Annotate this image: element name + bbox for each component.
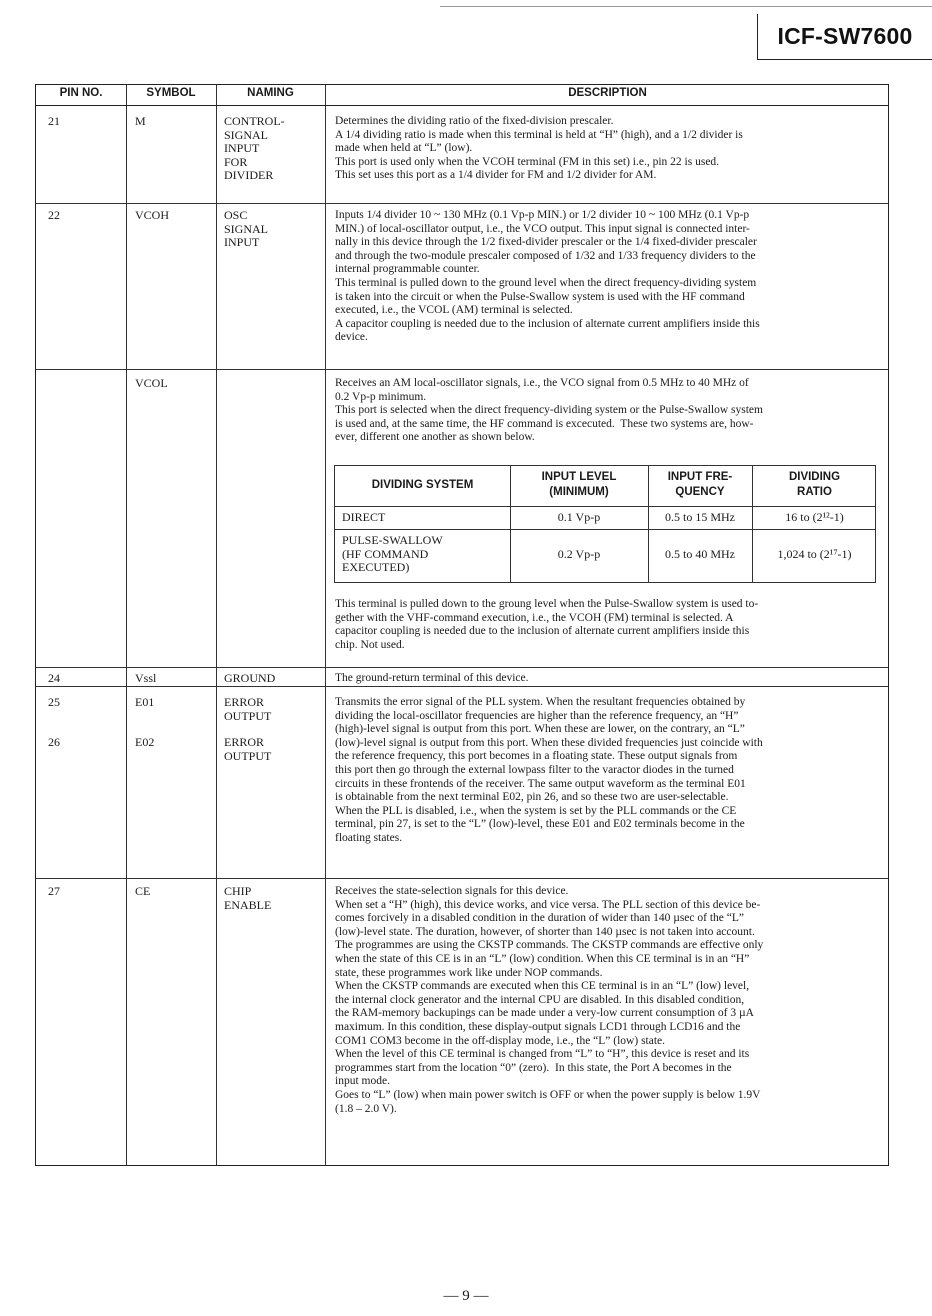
description: The ground-return terminal of this device. — [335, 672, 529, 684]
row-divider — [36, 203, 888, 204]
header-divider — [36, 105, 888, 106]
naming: ERROR OUTPUT — [224, 735, 272, 763]
table-header-cell: DIVIDING SYSTEM — [371, 479, 474, 491]
page-number: — 9 — — [443, 1288, 489, 1304]
symbol: Vssl — [135, 671, 157, 685]
table-cell: DIRECT — [342, 510, 386, 524]
description: Inputs 1/4 divider 10 ~ 130 MHz (0.1 Vp-p MIN.) or 1/2 divider 10 ~ 100 MHz (0.1 Vp-p MIN.) of local-oscillator output, i.e., the VCO output. This input signal is connected inter- nally in this device through the 1/2 fixed-divider prescaler or the 1/4 fixed-divider prescaler and through the two-module prescaler composed of 1/32 and 1/33 frequency dividers to the internal programmable counter. This terminal is pulled down to the ground level when the direct frequency-dividing system is taken into the circuit or when the Pulse-Swallow system is used with the HF command executed, i.e., the VCOL (AM) terminal is selected. A capacitor coupling is needed due to the inclusion of alternate current amplifiers inside this device. — [335, 209, 760, 344]
pin-number: 27 — [48, 884, 60, 898]
dividing-system-table — [334, 465, 876, 583]
model-title: ICF-SW7600 — [777, 23, 913, 49]
row-divider — [36, 686, 888, 687]
naming: CHIP ENABLE — [224, 884, 272, 912]
pin-table — [35, 84, 889, 1166]
pin-number: 24 — [48, 671, 60, 685]
symbol: E02 — [135, 735, 155, 749]
description: Determines the dividing ratio of the fixed-division prescaler. A 1/4 dividing ratio is made when this terminal is held at “H” (high), and a 1/2 divider is made when held at “L” (low). This port is used only when the VCOH terminal (FM in this set) i.e., pin 22 is used. This set uses this port as a 1/4 divider for FM and 1/2 divider for AM. — [335, 115, 743, 182]
table-cell: 0.1 Vp-p — [557, 510, 601, 524]
pin-number: 22 — [48, 208, 60, 222]
description: Receives the state-selection signals for this device. When set a “H” (high), this device works, and vice versa. The PLL section of this device be- comes forcively in a disabled condition in the duration of wider than 140 µsec of the “L” (low)-level state. The duration, however, of shorter than 140 µsec is not taken into account. The programmes are using the CKSTP commands. The CKSTP commands are effective only when the state of this CE is in an “L” (low) condition. When this CE terminal is in an “H” state, these programmes work like under NOP commands. When the CKSTP commands are executed when this CE terminal is in an “L” (low) level, the internal clock generator and the internal CPU are disabled. In this disabled condition, the RAM-memory backupings can be made under a very-low current consumption of 3 µA maximum. In this condition, these display-output signals LCD1 through LCD16 and the COM1 COM3 become in the off-display mode, i.e., the “L” (low) state. When the level of this CE terminal is changed from “L” to “H”, this device is reset and its programmes start from the location “0” (zero). In this state, the Port A becomes in the input mode. Goes to “L” (low) when main power switch is OFF or when the power supply is below 1.9V (1.8 – 2.0 V). — [335, 885, 764, 1115]
description: Transmits the error signal of the PLL system. When the resultant frequencies obtained by dividing the local-oscillator frequencies are higher than the reference frequency, an “H” (high)-level signal is output from this port. When these are lower, on the contrary, an “L” (low)-level signal is output from this port. When these divided frequencies just coincide with the reference frequency, this port becomes in a floating state. These output signals from this port then go through the external lowpass filter to the varactor diodes in the turned circuits in these frontends of the receiver. The same output waveform as the terminal E01 is obtainable from the next terminal E02, pin 26, and so these two are user-selectable. When the PLL is disabled, i.e., when the system is set by the PLL commands or the CE terminal, pin 27, is set to the “L” (low)-level, these E01 and E02 terminals become in the floating states. — [335, 696, 763, 844]
table-cell: 16 to (2¹²-1) — [785, 510, 844, 524]
naming: CONTROL- SIGNAL INPUT FOR DIVIDER — [224, 114, 285, 183]
row-divider — [36, 369, 888, 370]
pin-number: 25 — [48, 695, 60, 709]
naming: ERROR OUTPUT — [224, 695, 272, 723]
table-cell: 0.2 Vp-p — [557, 547, 601, 561]
table-cell: 1,024 to (2¹⁷-1) — [777, 547, 852, 561]
top-rule — [440, 6, 932, 7]
pin-number: 21 — [48, 114, 60, 128]
header-pin: PIN NO. — [59, 87, 103, 99]
header-naming: NAMING — [247, 87, 294, 99]
description-continued: This terminal is pulled down to the groung level when the Pulse-Swallow system is used to- gether with the VHF-command execution, i.e., the VCOH (FM) terminal is selected. A capacitor coupling is needed due to the inclusion of alternate current amplifiers inside this chip. Not used. — [335, 598, 759, 651]
col-divider — [325, 85, 326, 1165]
col-divider — [216, 85, 217, 1165]
naming: OSC SIGNAL INPUT — [224, 208, 268, 250]
table-cell: PULSE-SWALLOW (HF COMMAND EXECUTED) — [342, 533, 443, 575]
naming: GROUND — [224, 671, 276, 685]
table-cell: 0.5 to 40 MHz — [665, 547, 735, 561]
header-symbol: SYMBOL — [146, 87, 196, 99]
symbol: CE — [135, 884, 151, 898]
symbol: E01 — [135, 695, 155, 709]
table-cell: 0.5 to 15 MHz — [665, 510, 735, 524]
symbol: VCOH — [135, 208, 170, 222]
row-divider — [335, 506, 875, 507]
model-box — [757, 14, 932, 60]
row-divider — [36, 667, 888, 668]
symbol: VCOL — [135, 376, 168, 390]
table-header-cell: INPUT LEVEL (MINIMUM) — [541, 471, 617, 498]
row-divider — [36, 878, 888, 879]
pin-number: 26 — [48, 735, 60, 749]
header-description: DESCRIPTION — [568, 87, 647, 99]
symbol: M — [135, 114, 146, 128]
table-header-cell: INPUT FRE- QUENCY — [667, 471, 733, 498]
description: Receives an AM local-oscillator signals, i.e., the VCO signal from 0.5 MHz to 40 MHz of 0.2 Vp-p minimum. This port is selected when the direct frequency-dividing system or the Pulse-Swallow system is used and, at the same time, the HF command is excecuted. These two systems are, how- ever, different one another as shown below. — [335, 377, 763, 444]
row-divider — [335, 529, 875, 530]
table-header-cell: DIVIDING RATIO — [788, 471, 841, 498]
col-divider — [126, 85, 127, 1165]
